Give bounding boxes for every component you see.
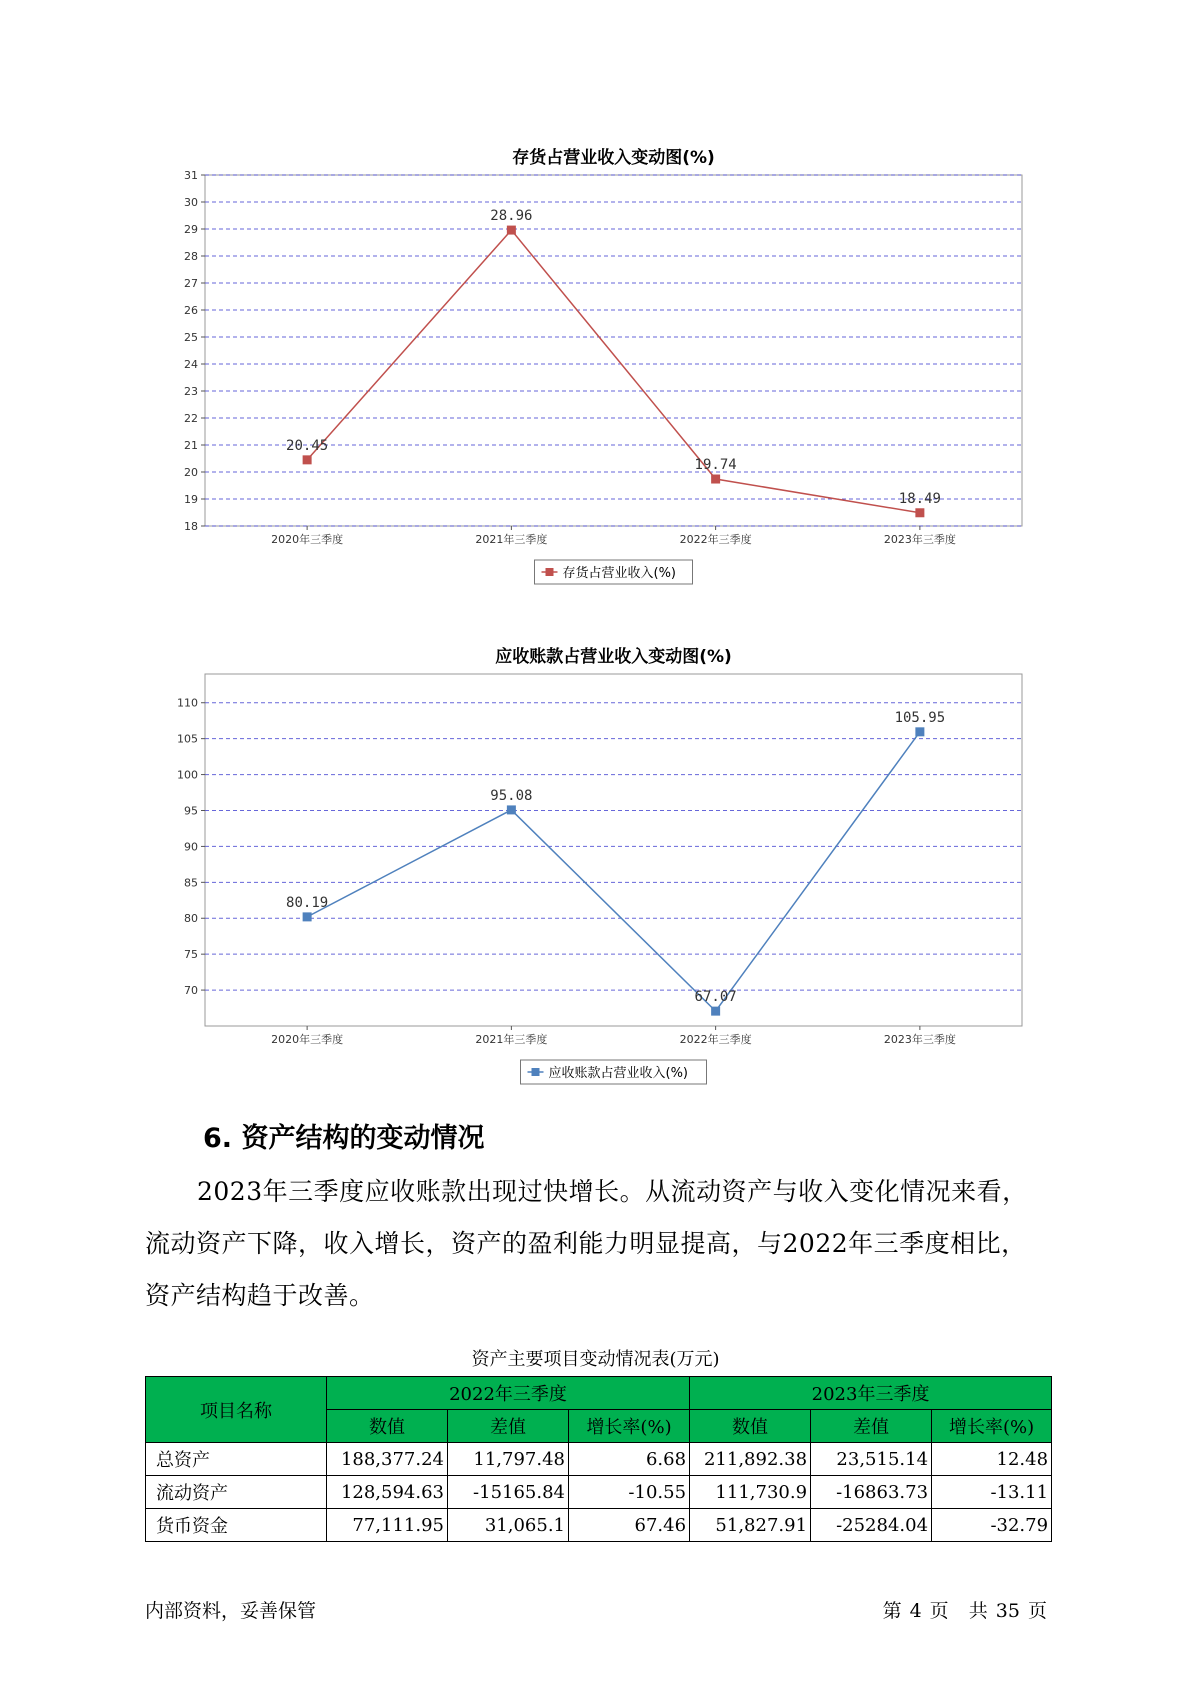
y-tick-label: 19 [184,493,198,506]
data-point [711,1007,720,1016]
footer-confidential: 内部资料，妥善保管 [145,1600,317,1622]
cell: -32.79 [932,1509,1052,1542]
x-tick-label: 2023年三季度 [883,1033,956,1046]
cell: 6.68 [569,1443,690,1476]
header-item-name: 项目名称 [146,1377,327,1443]
subheader-growth: 增长率(%) [569,1410,690,1443]
data-point [915,727,924,736]
chart-inventory-ratio [184,147,1022,584]
table-caption: 资产主要项目变动情况表(万元) [471,1349,720,1370]
cell: 77,111.95 [327,1509,448,1542]
y-tick-label: 28 [184,250,198,263]
x-tick-label: 2022年三季度 [679,533,752,546]
y-tick-label: 30 [184,196,198,209]
x-tick-label: 2022年三季度 [679,1033,752,1046]
page-prefix: 第 [882,1600,902,1622]
page-unit: 页 [929,1600,949,1622]
y-tick-label: 23 [184,385,198,398]
data-point [507,226,516,235]
legend-label: 存货占营业收入(%) [562,566,676,581]
legend-marker [546,568,554,576]
y-tick-label: 95 [184,804,198,818]
y-tick-label: 31 [184,169,198,182]
subheader-value: 数值 [690,1410,811,1443]
header-period-2022: 2022年三季度 [327,1377,690,1410]
y-tick-label: 70 [184,984,198,998]
data-point [507,805,516,814]
cell: 111,730.9 [690,1476,811,1509]
legend-marker [532,1068,540,1076]
x-tick-label: 2021年三季度 [475,533,548,546]
chart-title: 存货占营业收入变动图(%) [512,148,715,168]
cell: -16863.73 [811,1476,932,1509]
subheader-diff: 差值 [811,1410,932,1443]
y-tick-label: 21 [184,439,198,452]
page-number: 4 [909,1600,922,1622]
table-row [146,1443,1052,1476]
cell: -13.11 [932,1476,1052,1509]
subheader-diff: 差值 [448,1410,569,1443]
data-label: 80.19 [286,894,329,911]
y-tick-label: 90 [184,840,198,854]
plot-area [205,175,1022,526]
header-period-2023: 2023年三季度 [690,1377,1052,1410]
footer-page-info [879,1596,1051,1623]
data-label: 105.95 [894,709,946,726]
chart-title: 应收账款占营业收入变动图(%) [495,647,732,667]
cell: -10.55 [569,1476,690,1509]
total-pages: 35 [995,1600,1020,1622]
y-tick-label: 22 [184,412,198,425]
plot-area [205,674,1022,1026]
data-label: 95.08 [490,787,533,804]
subheader-growth: 增长率(%) [932,1410,1052,1443]
y-tick-label: 18 [184,520,198,533]
x-tick-label: 2020年三季度 [271,533,344,546]
x-tick-label: 2023年三季度 [883,533,956,546]
y-tick-label: 85 [184,876,198,890]
section-heading: 6. 资产结构的变动情况 [203,1123,485,1154]
y-tick-label: 20 [184,466,198,479]
y-tick-label: 110 [177,696,198,710]
legend-label: 应收账款占营业收入(%) [548,1066,688,1081]
table-row [146,1509,1052,1542]
row-name: 总资产 [146,1443,327,1476]
y-tick-label: 25 [184,331,198,344]
data-label: 20.45 [286,437,329,454]
total-prefix: 共 [968,1600,988,1622]
chart-receivables-ratio [177,646,1022,1084]
data-point [711,475,720,484]
cell: 128,594.63 [327,1476,448,1509]
data-point [303,455,312,464]
row-name: 货币资金 [146,1509,327,1542]
data-label: 28.96 [490,208,533,225]
data-label: 18.49 [898,490,941,507]
subheader-value: 数值 [327,1410,448,1443]
cell: 23,515.14 [811,1443,932,1476]
y-tick-label: 100 [177,768,198,782]
asset-table [145,1376,1052,1542]
data-point [915,508,924,517]
cell: 211,892.38 [690,1443,811,1476]
cell: -15165.84 [448,1476,569,1509]
y-tick-label: 24 [184,358,198,371]
cell: 12.48 [932,1443,1052,1476]
y-tick-label: 75 [184,948,198,962]
table-header-row [146,1377,1052,1410]
row-name: 流动资产 [146,1476,327,1509]
data-label: 19.74 [694,457,737,474]
data-label: 67.07 [694,989,737,1006]
cell: 31,065.1 [448,1509,569,1542]
cell: 67.46 [569,1509,690,1542]
table-row [146,1476,1052,1509]
data-point [303,912,312,921]
x-tick-label: 2020年三季度 [271,1033,344,1046]
cell: -25284.04 [811,1509,932,1542]
section-paragraph: 2023年三季度应收账款出现过快增长。从流动资产与收入变化情况来看，流动资产下降，收入增长，资产的盈利能力明显提高，与2022年三季度相比，资产结构趋于改善。 [145,1177,1028,1310]
y-tick-label: 80 [184,912,198,926]
cell: 51,827.91 [690,1509,811,1542]
cell: 188,377.24 [327,1443,448,1476]
y-tick-label: 27 [184,277,198,290]
total-unit: 页 [1027,1600,1047,1622]
cell: 11,797.48 [448,1443,569,1476]
y-tick-label: 29 [184,223,198,236]
x-tick-label: 2021年三季度 [475,1033,548,1046]
y-tick-label: 105 [177,732,198,746]
y-tick-label: 26 [184,304,198,317]
